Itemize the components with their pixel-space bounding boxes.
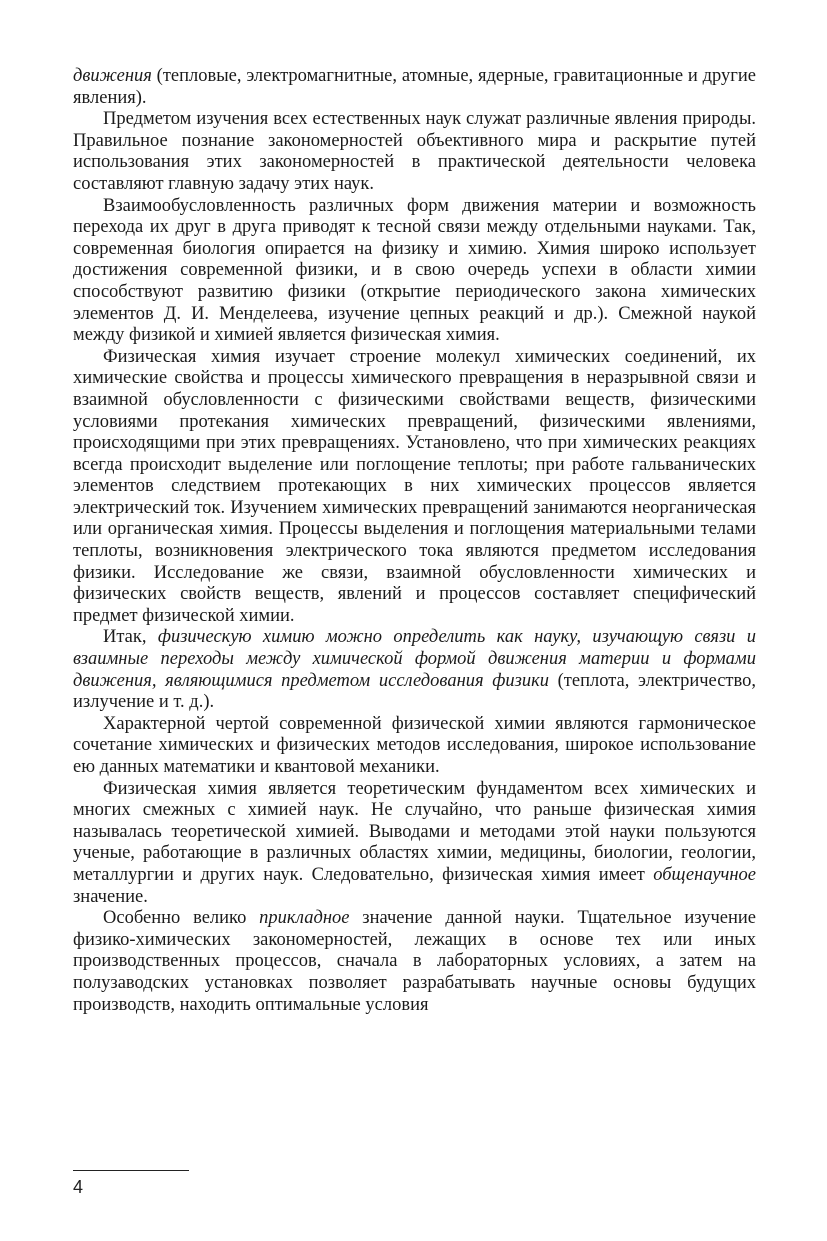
italic-term-motion: движения [73,66,152,86]
footnote-divider [73,1170,189,1171]
paragraph-text: значение данной науки. Тщательное изучение физико-химических закономерностей, лежащих в основе тех или иных производственных процессов, сначала в лабораторных условиях, а затем на полузаводских установках позволяет разрабатывать научные основы будущих производств, находить оптимальные условия [73,908,756,1015]
paragraph-text: значение. [73,886,148,907]
paragraph-text: (теплота, электричество, излучение и т. д.). [73,670,756,713]
paragraph-forms-of-motion [73,66,756,109]
paragraph-subject-of-natural-sciences: Предметом изучения всех естественных наук служат различные явления природы. Правильное познание закономерностей объективного мира и раскрытие путей использования этих закономерностей в практической деятельности человека составляют главную задачу этих наук. [73,109,756,194]
paragraph-characteristic-feature: Характерной чертой современной физической химии являются гармоническое сочетание химических и физических методов исследования, широкое использование ею данных математики и квантовой механики. [73,713,756,777]
paragraph-physical-chemistry-scope: Физическая химия изучает строение молекул химических соединений, их химические свойства и процессы химического превращения в неразрывной связи и взаимной обусловленности с физическими свойствами веществ, физическими условиями протекания химических превращений, физическими явлениями, происходящими при этих превращениях. Установлено, что при химических реакциях всегда происходит выделение или поглощение теплоты; при работе гальванических элементов следствием протекающих в них химических процессов является электрический ток. Изучением химических превращений занимаются неорганическая или органическая химия. Процессы выделения и поглощения материальными телами теплоты, возникновения электрического тока являются предметом исследования физики. Исследование же связи, взаимной обусловленности химических и физических свойств веществ, явлений и процессов составляет специфический предмет физической химии. [73,346,756,626]
italic-term-applied: прикладное [259,908,350,929]
paragraph-text: Особенно велико [103,908,260,929]
paragraph-text: Итак, [103,627,158,648]
italic-term-general-scientific: общенаучное [653,864,756,885]
paragraph-interrelation-of-sciences: Взаимообусловленность различных форм движения материи и возможность перехода их друг в друга приводят к тесной связи между отдельными науками. Так, современная биология опирается на физику и химию. Химия широко использует достижения современной физики, и в свою очередь успехи в области химии способствуют развитию физики (открытие периодического закона химических элементов Д. И. Менделеева, изучение цепных реакций и др.). Смежной наукой между физикой и химией является физическая химия. [73,195,756,346]
paragraph-theoretical-foundation [73,779,756,909]
paragraph-text: (тепловые, электромагнитные, атомные, ядерные, гравитационные и другие явления). [73,66,756,108]
page-body [73,66,756,1016]
paragraph-definition [73,627,756,713]
italic-definition: физическую химию можно определить как науку, изучающую связи и взаимные переходы между химической формой движения материи и формами движения, являющимися предметом исследования физики [73,627,756,691]
paragraph-applied-significance [73,908,756,1016]
page-number: 4 [73,1177,84,1197]
paragraph-text: Физическая химия является теоретическим фундаментом всех химических и многих смежных с химией наук. Не случайно, что раньше физическая химия называлась теоретической химией. Выводами и методами этой науки пользуются ученые, работающие в различных областях химии, медицины, биологии, геологии, металлургии и других наук. Следовательно, физическая химия имеет [73,778,756,885]
